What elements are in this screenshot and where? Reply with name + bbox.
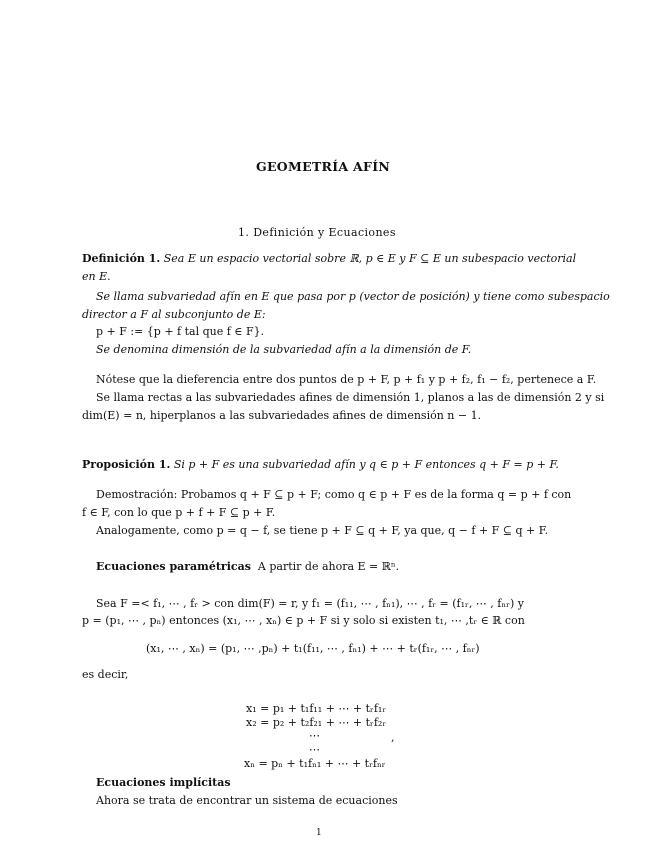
parametric-label: Ecuaciones paramétricas <box>96 560 251 573</box>
parametric-line-2: p = (p₁, ⋯ , pₙ) entonces (x₁, ⋯ , xₙ) ∈ p + F si y solo si existen t₁, ⋯ ,tᵣ ∈ ℝ con <box>82 614 525 627</box>
proof-line-3: Analogamente, como p = q − f, se tiene p + F ⊆ q + F, ya que, q − f + F ⊆ q + F. <box>96 524 549 537</box>
definition-text: Sea E un espacio vectorial sobre ℝ, p ∈ E y F ⊆ E un subespacio vectorial <box>163 252 577 265</box>
proof-line-2: f ∈ F, con lo que p + f + F ⊆ p + F. <box>82 506 276 519</box>
proposition-label: Proposición 1. <box>82 458 171 471</box>
proof-line-1: Demostración: Probamos q + F ⊆ p + F; como q ∈ p + F es de la forma q = p + f con <box>96 488 572 501</box>
definition-line-6: Se denomina dimensión de la subvariedad afín a la dimensión de F. <box>96 343 472 356</box>
definition-line-3: Se llama subvariedad afín en E que pasa por p (vector de posición) y tiene como subespacio <box>96 290 610 303</box>
system-dots-1: ⋯ <box>309 729 320 742</box>
parametric-intro: A partir de ahora E = ℝⁿ. <box>257 560 400 573</box>
definition-line-5: p + F := {p + f tal que f ∈ F}. <box>96 325 265 338</box>
implicit-label: Ecuaciones implícitas <box>96 776 231 789</box>
definition-line-4: director a F al subconjunto de E: <box>82 308 266 321</box>
note-line-3: dim(E) = n, hiperplanos a las subvariedades afines de dimensión n − 1. <box>82 409 482 422</box>
parametric-heading-line <box>96 560 399 574</box>
proposition-line <box>82 458 559 472</box>
definition-line-1 <box>82 252 576 266</box>
note-line-1: Nótese que la dieferencia entre dos puntos de p + F, p + f₁ y p + f₂, f₁ − f₂, pertenece a F. <box>96 373 597 386</box>
page-title: GEOMETRÍA AFÍN <box>256 159 391 174</box>
section-heading: 1. Definición y Ecuaciones <box>238 226 396 239</box>
parametric-line-1: Sea F =< f₁, ⋯ , fᵣ > con dim(F) = r, y f₁ = (f₁₁, ⋯ , fₙ₁), ⋯ , fᵣ = (f₁ᵣ, ⋯ , fₙᵣ) y <box>96 597 524 610</box>
system-dots-2: ⋯ <box>309 743 320 756</box>
parametric-equation: (x₁, ⋯ , xₙ) = (p₁, ⋯ ,pₙ) + t₁(f₁₁, ⋯ , fₙ₁) + ⋯ + tᵣ(f₁ᵣ, ⋯ , fₙᵣ) <box>146 642 480 655</box>
system-eq-1: x₁ = p₁ + t₁f₁₁ + ⋯ + tᵣf₁ᵣ <box>246 702 387 715</box>
system-eq-n: xₙ = pₙ + t₁fₙ₁ + ⋯ + tᵣfₙᵣ <box>244 757 386 770</box>
implicit-text: Ahora se trata de encontrar un sistema de ecuaciones <box>96 794 398 807</box>
page-number: 1 <box>316 828 322 838</box>
definition-label: Definición 1. <box>82 252 161 265</box>
definition-line-2: en E. <box>82 270 111 283</box>
system-eq-2: x₂ = p₂ + t₂f₂₁ + ⋯ + tᵣf₂ᵣ <box>246 716 387 729</box>
system-comma: , <box>391 731 395 744</box>
proposition-text: Si p + F es una subvariedad afín y q ∈ p + F entonces q + F = p + F. <box>173 458 559 471</box>
note-line-2: Se llama rectas a las subvariedades afines de dimensión 1, planos a las de dimensión 2 y si <box>96 391 605 404</box>
es-decir: es decir, <box>82 668 129 681</box>
